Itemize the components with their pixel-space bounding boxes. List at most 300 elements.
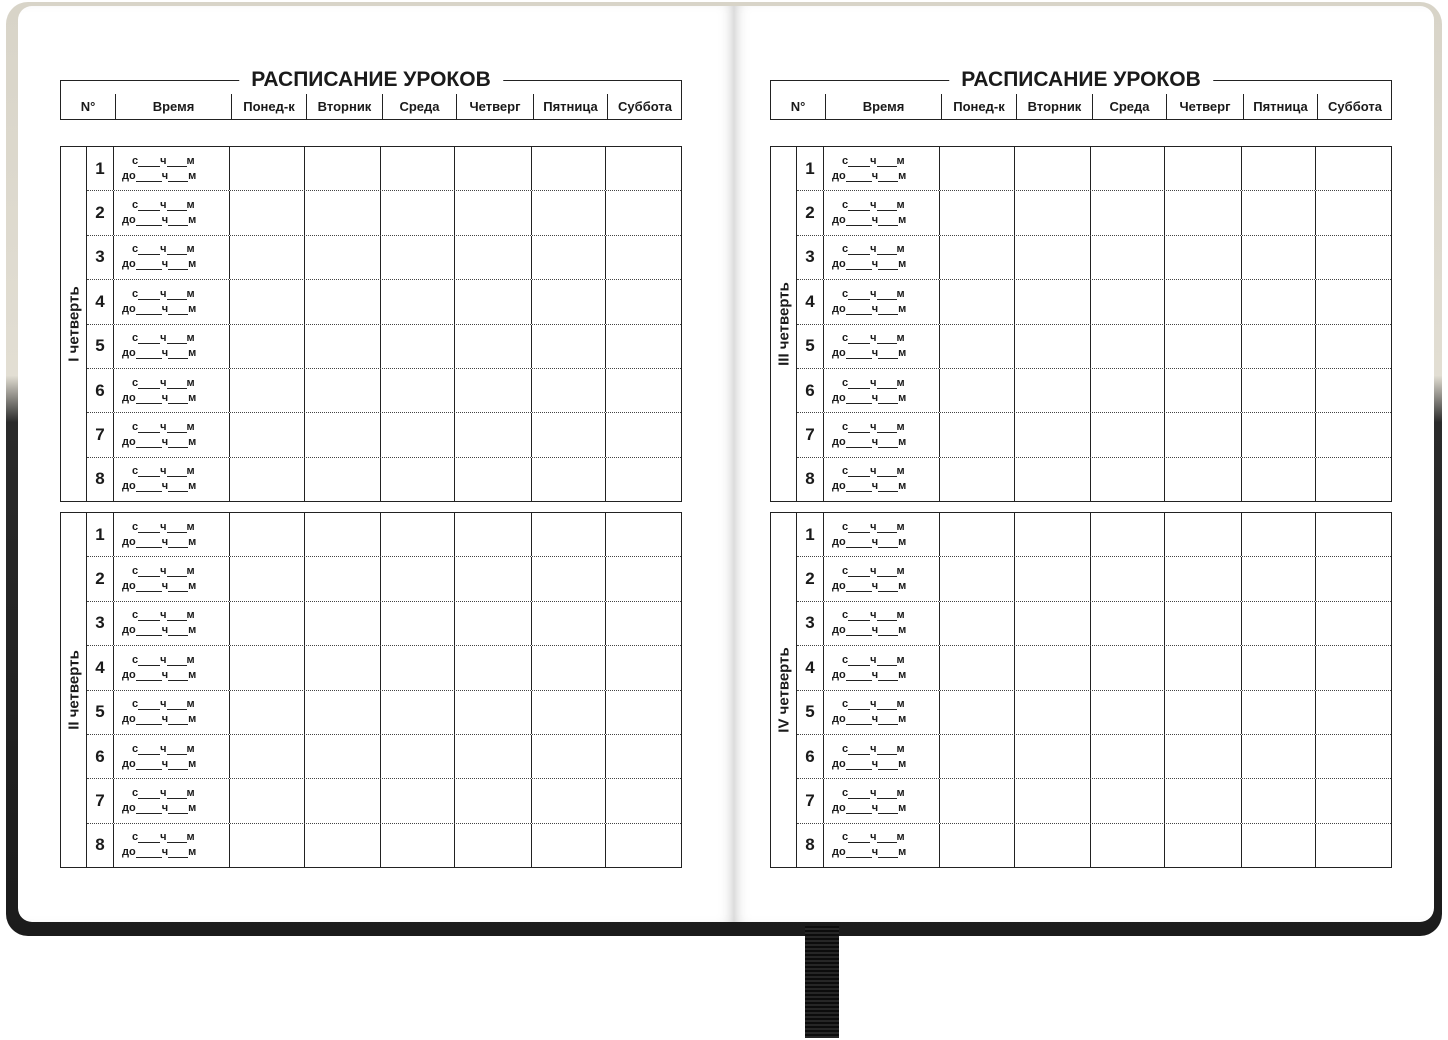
day-cell[interactable]	[1164, 369, 1241, 412]
minutes-blank[interactable]	[168, 306, 188, 315]
day-cell[interactable]	[229, 458, 304, 501]
hours-blank[interactable]	[138, 746, 160, 755]
day-cell[interactable]	[531, 147, 605, 190]
minutes-blank[interactable]	[878, 539, 898, 548]
minutes-blank[interactable]	[167, 468, 187, 477]
day-cell[interactable]	[1164, 824, 1241, 867]
minutes-blank[interactable]	[877, 746, 897, 755]
minutes-blank[interactable]	[168, 395, 188, 404]
minutes-blank[interactable]	[167, 202, 187, 211]
day-cell[interactable]	[1090, 458, 1164, 501]
hours-blank[interactable]	[138, 834, 160, 843]
time-cell[interactable]	[823, 280, 939, 323]
day-cell[interactable]	[1090, 191, 1164, 234]
day-cell[interactable]	[605, 735, 680, 778]
minutes-blank[interactable]	[168, 627, 188, 636]
minutes-blank[interactable]	[168, 261, 188, 270]
hours-blank[interactable]	[138, 380, 160, 389]
day-cell[interactable]	[454, 513, 531, 556]
day-cell[interactable]	[1315, 280, 1390, 323]
day-cell[interactable]	[605, 779, 680, 822]
day-cell[interactable]	[229, 557, 304, 600]
hours-blank[interactable]	[846, 583, 872, 592]
day-cell[interactable]	[1090, 413, 1164, 456]
day-cell[interactable]	[229, 236, 304, 279]
hours-blank[interactable]	[848, 246, 870, 255]
day-cell[interactable]	[1014, 191, 1090, 234]
hours-blank[interactable]	[138, 202, 160, 211]
day-cell[interactable]	[380, 602, 454, 645]
time-cell[interactable]	[113, 779, 229, 822]
minutes-blank[interactable]	[168, 672, 188, 681]
day-cell[interactable]	[1164, 646, 1241, 689]
day-cell[interactable]	[605, 147, 680, 190]
day-cell[interactable]	[1315, 413, 1390, 456]
time-cell[interactable]	[823, 513, 939, 556]
day-cell[interactable]	[304, 646, 380, 689]
hours-blank[interactable]	[136, 805, 162, 814]
day-cell[interactable]	[1090, 236, 1164, 279]
day-cell[interactable]	[454, 691, 531, 734]
day-cell[interactable]	[939, 691, 1014, 734]
minutes-blank[interactable]	[168, 761, 188, 770]
time-cell[interactable]	[823, 147, 939, 190]
day-cell[interactable]	[1241, 779, 1315, 822]
day-cell[interactable]	[1014, 779, 1090, 822]
day-cell[interactable]	[1090, 280, 1164, 323]
day-cell[interactable]	[1241, 280, 1315, 323]
minutes-blank[interactable]	[168, 539, 188, 548]
day-cell[interactable]	[939, 369, 1014, 412]
hours-blank[interactable]	[136, 261, 162, 270]
minutes-blank[interactable]	[878, 627, 898, 636]
day-cell[interactable]	[1241, 824, 1315, 867]
minutes-blank[interactable]	[878, 672, 898, 681]
day-cell[interactable]	[1164, 191, 1241, 234]
day-cell[interactable]	[1164, 557, 1241, 600]
hours-blank[interactable]	[848, 424, 870, 433]
day-cell[interactable]	[380, 513, 454, 556]
day-cell[interactable]	[1164, 280, 1241, 323]
hours-blank[interactable]	[136, 217, 162, 226]
minutes-blank[interactable]	[167, 158, 187, 167]
time-cell[interactable]	[113, 646, 229, 689]
day-cell[interactable]	[454, 646, 531, 689]
minutes-blank[interactable]	[878, 805, 898, 814]
day-cell[interactable]	[531, 602, 605, 645]
time-cell[interactable]	[113, 413, 229, 456]
day-cell[interactable]	[1164, 602, 1241, 645]
day-cell[interactable]	[380, 691, 454, 734]
day-cell[interactable]	[1014, 325, 1090, 368]
day-cell[interactable]	[531, 557, 605, 600]
day-cell[interactable]	[304, 691, 380, 734]
hours-blank[interactable]	[138, 657, 160, 666]
hours-blank[interactable]	[848, 568, 870, 577]
day-cell[interactable]	[1090, 325, 1164, 368]
day-cell[interactable]	[304, 557, 380, 600]
minutes-blank[interactable]	[877, 524, 897, 533]
time-cell[interactable]	[823, 779, 939, 822]
day-cell[interactable]	[229, 325, 304, 368]
minutes-blank[interactable]	[168, 716, 188, 725]
time-cell[interactable]	[823, 646, 939, 689]
day-cell[interactable]	[229, 691, 304, 734]
day-cell[interactable]	[1164, 735, 1241, 778]
day-cell[interactable]	[1090, 779, 1164, 822]
day-cell[interactable]	[531, 191, 605, 234]
day-cell[interactable]	[454, 824, 531, 867]
day-cell[interactable]	[304, 413, 380, 456]
day-cell[interactable]	[1014, 646, 1090, 689]
day-cell[interactable]	[304, 325, 380, 368]
hours-blank[interactable]	[138, 246, 160, 255]
minutes-blank[interactable]	[878, 173, 898, 182]
day-cell[interactable]	[1090, 824, 1164, 867]
day-cell[interactable]	[304, 824, 380, 867]
day-cell[interactable]	[531, 236, 605, 279]
hours-blank[interactable]	[138, 568, 160, 577]
day-cell[interactable]	[1014, 280, 1090, 323]
hours-blank[interactable]	[848, 612, 870, 621]
hours-blank[interactable]	[848, 468, 870, 477]
day-cell[interactable]	[1315, 557, 1390, 600]
day-cell[interactable]	[380, 325, 454, 368]
minutes-blank[interactable]	[167, 524, 187, 533]
minutes-blank[interactable]	[167, 246, 187, 255]
day-cell[interactable]	[1090, 602, 1164, 645]
hours-blank[interactable]	[136, 716, 162, 725]
day-cell[interactable]	[1014, 513, 1090, 556]
hours-blank[interactable]	[136, 395, 162, 404]
day-cell[interactable]	[605, 369, 680, 412]
time-cell[interactable]	[113, 147, 229, 190]
hours-blank[interactable]	[136, 483, 162, 492]
minutes-blank[interactable]	[168, 439, 188, 448]
day-cell[interactable]	[939, 735, 1014, 778]
day-cell[interactable]	[1090, 147, 1164, 190]
day-cell[interactable]	[304, 191, 380, 234]
minutes-blank[interactable]	[877, 291, 897, 300]
day-cell[interactable]	[605, 191, 680, 234]
time-cell[interactable]	[113, 369, 229, 412]
hours-blank[interactable]	[138, 158, 160, 167]
day-cell[interactable]	[229, 280, 304, 323]
day-cell[interactable]	[1090, 513, 1164, 556]
hours-blank[interactable]	[138, 291, 160, 300]
day-cell[interactable]	[939, 325, 1014, 368]
time-cell[interactable]	[823, 413, 939, 456]
day-cell[interactable]	[304, 779, 380, 822]
hours-blank[interactable]	[846, 350, 872, 359]
time-cell[interactable]	[113, 513, 229, 556]
time-cell[interactable]	[823, 557, 939, 600]
day-cell[interactable]	[605, 557, 680, 600]
day-cell[interactable]	[939, 236, 1014, 279]
day-cell[interactable]	[939, 147, 1014, 190]
day-cell[interactable]	[1014, 691, 1090, 734]
day-cell[interactable]	[531, 413, 605, 456]
day-cell[interactable]	[380, 557, 454, 600]
day-cell[interactable]	[304, 458, 380, 501]
day-cell[interactable]	[304, 369, 380, 412]
hours-blank[interactable]	[136, 583, 162, 592]
day-cell[interactable]	[454, 458, 531, 501]
day-cell[interactable]	[1014, 458, 1090, 501]
day-cell[interactable]	[229, 779, 304, 822]
time-cell[interactable]	[823, 691, 939, 734]
hours-blank[interactable]	[136, 306, 162, 315]
day-cell[interactable]	[1315, 735, 1390, 778]
day-cell[interactable]	[939, 191, 1014, 234]
hours-blank[interactable]	[848, 524, 870, 533]
day-cell[interactable]	[229, 413, 304, 456]
day-cell[interactable]	[1164, 147, 1241, 190]
hours-blank[interactable]	[846, 483, 872, 492]
day-cell[interactable]	[1315, 147, 1390, 190]
day-cell[interactable]	[605, 513, 680, 556]
day-cell[interactable]	[1315, 236, 1390, 279]
minutes-blank[interactable]	[877, 612, 897, 621]
time-cell[interactable]	[113, 325, 229, 368]
minutes-blank[interactable]	[168, 849, 188, 858]
hours-blank[interactable]	[848, 657, 870, 666]
minutes-blank[interactable]	[877, 568, 897, 577]
day-cell[interactable]	[1164, 458, 1241, 501]
day-cell[interactable]	[531, 369, 605, 412]
hours-blank[interactable]	[138, 790, 160, 799]
day-cell[interactable]	[939, 824, 1014, 867]
day-cell[interactable]	[380, 236, 454, 279]
time-cell[interactable]	[113, 458, 229, 501]
day-cell[interactable]	[1241, 236, 1315, 279]
time-cell[interactable]	[823, 191, 939, 234]
hours-blank[interactable]	[846, 261, 872, 270]
day-cell[interactable]	[454, 236, 531, 279]
hours-blank[interactable]	[138, 524, 160, 533]
day-cell[interactable]	[1241, 735, 1315, 778]
day-cell[interactable]	[380, 147, 454, 190]
minutes-blank[interactable]	[878, 217, 898, 226]
minutes-blank[interactable]	[877, 657, 897, 666]
day-cell[interactable]	[380, 191, 454, 234]
time-cell[interactable]	[113, 191, 229, 234]
day-cell[interactable]	[1315, 325, 1390, 368]
day-cell[interactable]	[380, 824, 454, 867]
day-cell[interactable]	[229, 646, 304, 689]
day-cell[interactable]	[531, 735, 605, 778]
minutes-blank[interactable]	[877, 246, 897, 255]
hours-blank[interactable]	[136, 539, 162, 548]
time-cell[interactable]	[113, 735, 229, 778]
minutes-blank[interactable]	[878, 483, 898, 492]
day-cell[interactable]	[1090, 691, 1164, 734]
minutes-blank[interactable]	[168, 173, 188, 182]
day-cell[interactable]	[229, 369, 304, 412]
day-cell[interactable]	[531, 824, 605, 867]
day-cell[interactable]	[1241, 325, 1315, 368]
day-cell[interactable]	[605, 325, 680, 368]
day-cell[interactable]	[380, 458, 454, 501]
hours-blank[interactable]	[848, 790, 870, 799]
hours-blank[interactable]	[846, 395, 872, 404]
day-cell[interactable]	[1014, 824, 1090, 867]
day-cell[interactable]	[1315, 779, 1390, 822]
day-cell[interactable]	[454, 779, 531, 822]
time-cell[interactable]	[113, 236, 229, 279]
minutes-blank[interactable]	[167, 568, 187, 577]
hours-blank[interactable]	[138, 335, 160, 344]
minutes-blank[interactable]	[167, 612, 187, 621]
day-cell[interactable]	[304, 735, 380, 778]
day-cell[interactable]	[939, 557, 1014, 600]
time-cell[interactable]	[823, 325, 939, 368]
day-cell[interactable]	[454, 147, 531, 190]
day-cell[interactable]	[1014, 735, 1090, 778]
hours-blank[interactable]	[136, 173, 162, 182]
minutes-blank[interactable]	[877, 701, 897, 710]
time-cell[interactable]	[113, 280, 229, 323]
hours-blank[interactable]	[136, 350, 162, 359]
day-cell[interactable]	[531, 646, 605, 689]
day-cell[interactable]	[1315, 691, 1390, 734]
day-cell[interactable]	[380, 646, 454, 689]
minutes-blank[interactable]	[878, 849, 898, 858]
day-cell[interactable]	[380, 779, 454, 822]
minutes-blank[interactable]	[878, 716, 898, 725]
day-cell[interactable]	[1315, 369, 1390, 412]
day-cell[interactable]	[1014, 413, 1090, 456]
day-cell[interactable]	[454, 369, 531, 412]
day-cell[interactable]	[1241, 191, 1315, 234]
time-cell[interactable]	[113, 557, 229, 600]
minutes-blank[interactable]	[168, 583, 188, 592]
day-cell[interactable]	[939, 513, 1014, 556]
hours-blank[interactable]	[136, 672, 162, 681]
minutes-blank[interactable]	[167, 790, 187, 799]
day-cell[interactable]	[1241, 369, 1315, 412]
day-cell[interactable]	[454, 735, 531, 778]
day-cell[interactable]	[304, 280, 380, 323]
day-cell[interactable]	[454, 413, 531, 456]
minutes-blank[interactable]	[878, 761, 898, 770]
day-cell[interactable]	[229, 602, 304, 645]
day-cell[interactable]	[229, 191, 304, 234]
day-cell[interactable]	[1315, 646, 1390, 689]
day-cell[interactable]	[1164, 691, 1241, 734]
minutes-blank[interactable]	[877, 834, 897, 843]
day-cell[interactable]	[304, 513, 380, 556]
day-cell[interactable]	[531, 513, 605, 556]
minutes-blank[interactable]	[167, 424, 187, 433]
minutes-blank[interactable]	[167, 834, 187, 843]
day-cell[interactable]	[454, 602, 531, 645]
day-cell[interactable]	[605, 458, 680, 501]
day-cell[interactable]	[454, 557, 531, 600]
minutes-blank[interactable]	[167, 746, 187, 755]
day-cell[interactable]	[1164, 325, 1241, 368]
hours-blank[interactable]	[846, 306, 872, 315]
day-cell[interactable]	[1014, 557, 1090, 600]
day-cell[interactable]	[229, 147, 304, 190]
day-cell[interactable]	[605, 824, 680, 867]
day-cell[interactable]	[605, 280, 680, 323]
day-cell[interactable]	[1241, 513, 1315, 556]
hours-blank[interactable]	[138, 701, 160, 710]
day-cell[interactable]	[531, 458, 605, 501]
day-cell[interactable]	[1164, 513, 1241, 556]
hours-blank[interactable]	[848, 701, 870, 710]
day-cell[interactable]	[1090, 646, 1164, 689]
day-cell[interactable]	[1315, 191, 1390, 234]
day-cell[interactable]	[229, 735, 304, 778]
day-cell[interactable]	[1164, 779, 1241, 822]
day-cell[interactable]	[531, 691, 605, 734]
day-cell[interactable]	[939, 646, 1014, 689]
minutes-blank[interactable]	[878, 261, 898, 270]
day-cell[interactable]	[531, 280, 605, 323]
hours-blank[interactable]	[848, 158, 870, 167]
day-cell[interactable]	[304, 236, 380, 279]
time-cell[interactable]	[113, 824, 229, 867]
minutes-blank[interactable]	[168, 217, 188, 226]
hours-blank[interactable]	[846, 716, 872, 725]
minutes-blank[interactable]	[167, 380, 187, 389]
hours-blank[interactable]	[136, 761, 162, 770]
minutes-blank[interactable]	[167, 701, 187, 710]
day-cell[interactable]	[939, 280, 1014, 323]
minutes-blank[interactable]	[877, 335, 897, 344]
day-cell[interactable]	[605, 646, 680, 689]
hours-blank[interactable]	[846, 439, 872, 448]
day-cell[interactable]	[1315, 824, 1390, 867]
day-cell[interactable]	[939, 458, 1014, 501]
day-cell[interactable]	[1014, 369, 1090, 412]
minutes-blank[interactable]	[877, 468, 897, 477]
day-cell[interactable]	[1241, 646, 1315, 689]
hours-blank[interactable]	[846, 849, 872, 858]
hours-blank[interactable]	[846, 539, 872, 548]
day-cell[interactable]	[454, 280, 531, 323]
minutes-blank[interactable]	[168, 805, 188, 814]
day-cell[interactable]	[380, 735, 454, 778]
minutes-blank[interactable]	[877, 424, 897, 433]
time-cell[interactable]	[823, 458, 939, 501]
day-cell[interactable]	[605, 691, 680, 734]
hours-blank[interactable]	[848, 380, 870, 389]
hours-blank[interactable]	[138, 612, 160, 621]
day-cell[interactable]	[380, 369, 454, 412]
day-cell[interactable]	[939, 413, 1014, 456]
minutes-blank[interactable]	[168, 483, 188, 492]
day-cell[interactable]	[1014, 236, 1090, 279]
minutes-blank[interactable]	[167, 335, 187, 344]
hours-blank[interactable]	[846, 761, 872, 770]
day-cell[interactable]	[1241, 458, 1315, 501]
day-cell[interactable]	[1241, 691, 1315, 734]
day-cell[interactable]	[454, 191, 531, 234]
minutes-blank[interactable]	[877, 158, 897, 167]
hours-blank[interactable]	[846, 805, 872, 814]
time-cell[interactable]	[823, 735, 939, 778]
day-cell[interactable]	[1090, 735, 1164, 778]
hours-blank[interactable]	[848, 746, 870, 755]
day-cell[interactable]	[229, 513, 304, 556]
hours-blank[interactable]	[846, 627, 872, 636]
minutes-blank[interactable]	[878, 350, 898, 359]
day-cell[interactable]	[1014, 602, 1090, 645]
day-cell[interactable]	[380, 280, 454, 323]
